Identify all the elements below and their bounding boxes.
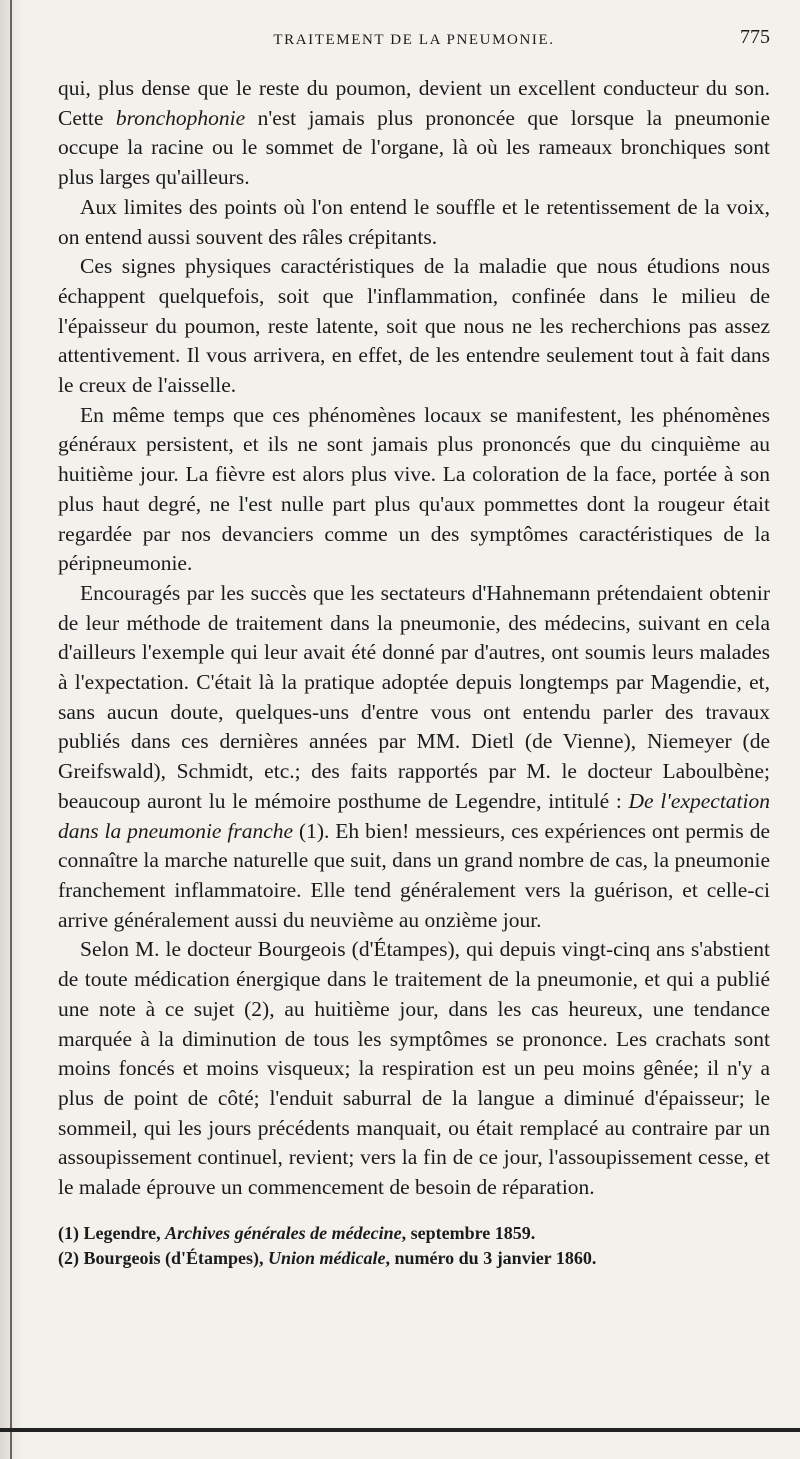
footnote-1 bbox=[58, 1221, 770, 1246]
text-run: (2) Bourgeois (d'Étampes), bbox=[58, 1247, 268, 1268]
paragraph-4 bbox=[58, 401, 770, 579]
italic-run: Archives générales de médecine bbox=[165, 1222, 402, 1243]
text-run: (1). Eh bien! messieurs, ces expériences ont permis de connaître la marche naturelle que suit, dans un grand nombre de cas, la pneumonie franchement inflammatoire. Elle tend généralement vers la guérison, et celle-ci arrive généralement aussi du neuvième au onzième jour. bbox=[58, 818, 770, 932]
text-run: Ces signes physiques caractéristiques de la maladie que nous étudions nous échappent quelquefois, soit que l'inflammation, confinée dans le milieu de l'épaisseur du poumon, reste latente, soit que nous ne les recherchions pas assez attentivement. Il vous arrivera, en effet, de les entendre seulement tout à fait dans le creux de l'aisselle. bbox=[58, 254, 770, 398]
italic-run: Union médicale bbox=[268, 1247, 386, 1268]
text-run: En même temps que ces phénomènes locaux se manifestent, les phénomènes généraux persistent, et ils ne sont jamais plus prononcés que du cinquième au huitième jour. La fièvre est alors plus vive. La coloration de la face, portée à son plus haut degré, ne l'est nulle part plus qu'aux pommettes dont la rougeur était regardée par nos devanciers comme un des symptômes caractéristiques de la péripneumonie. bbox=[58, 402, 770, 576]
binding-edge-line bbox=[10, 0, 12, 1459]
book-page bbox=[58, 22, 770, 1271]
body-text bbox=[58, 74, 770, 1203]
footnotes bbox=[58, 1221, 770, 1271]
running-title: TRAITEMENT DE LA PNEUMONIE. bbox=[273, 32, 555, 48]
binding-gutter bbox=[0, 0, 22, 1459]
page-header bbox=[58, 22, 770, 56]
text-run: Encouragés par les succès que les sectateurs d'Hahnemann prétendaient obtenir de leur méthode de traitement dans la pneumonie, des médecins, suivant en cela d'ailleurs l'exemple qui leur avait été donné par d'autres, ont soumis leurs malades à l'expectation. C'était là la pratique adoptée depuis longtemps par Magendie, et, sans aucun doute, quelques-uns d'entre vous ont entendu parler des travaux publiés dans ces dernières années par MM. Dietl (de Vienne), Niemeyer (de Greifswald), Schmidt, etc.; des faits rapportés par M. le docteur Laboulbène; beaucoup auront lu le mémoire posthume de Legendre, intitulé : bbox=[58, 580, 770, 813]
italic-run: De l'expectation dans la pneumonie franche bbox=[58, 788, 770, 843]
text-run: Selon M. le docteur Bourgeois (d'Étampes), qui depuis vingt-cinq ans s'abstient de toute médication énergique dans le traitement de la pneumonie, et qui a publié une note à ce sujet (2), au huitième jour, dans les cas heureux, une tendance marquée à la diminution de tous les symptômes se prononce. Les crachats sont moins foncés et moins visqueux; la respiration est un peu moins gênée; il n'y a plus de point de côté; l'enduit saburral de la langue a diminué d'épaisseur; le sommeil, qui les jours précédents manquait, ou était remplacé au contraire par un assoupissement continuel, revient; vers la fin de ce jour, l'assoupissement cesse, et le malade éprouve un commencement de besoin de réparation. bbox=[58, 937, 770, 1200]
italic-run: bronchophonie bbox=[115, 105, 246, 130]
paragraph-5 bbox=[58, 579, 770, 935]
text-run: , septembre 1859. bbox=[401, 1222, 536, 1243]
text-run: n'est jamais plus prononcée que lorsque la pneumonie occupe la racine ou le sommet de l'organe, là où les rameaux bronchiques sont plus larges qu'ailleurs. bbox=[58, 105, 770, 190]
text-run: , numéro du 3 janvier 1860. bbox=[385, 1247, 597, 1268]
paragraph-1 bbox=[58, 74, 770, 193]
text-run: (1) Legendre, bbox=[58, 1222, 166, 1243]
text-run: qui, plus dense que le reste du poumon, devient un excellent conducteur du son. Cette bbox=[58, 76, 770, 130]
paragraph-2 bbox=[58, 193, 770, 252]
text-run: Aux limites des points où l'on entend le souffle et le retentissement de la voix, on entend aussi souvent des râles crépitants. bbox=[58, 194, 770, 249]
bottom-edge-rule bbox=[0, 1428, 800, 1432]
paragraph-3 bbox=[58, 252, 770, 401]
paragraph-6 bbox=[58, 935, 770, 1202]
page-number: 775 bbox=[740, 26, 770, 48]
footnote-2 bbox=[58, 1246, 770, 1271]
